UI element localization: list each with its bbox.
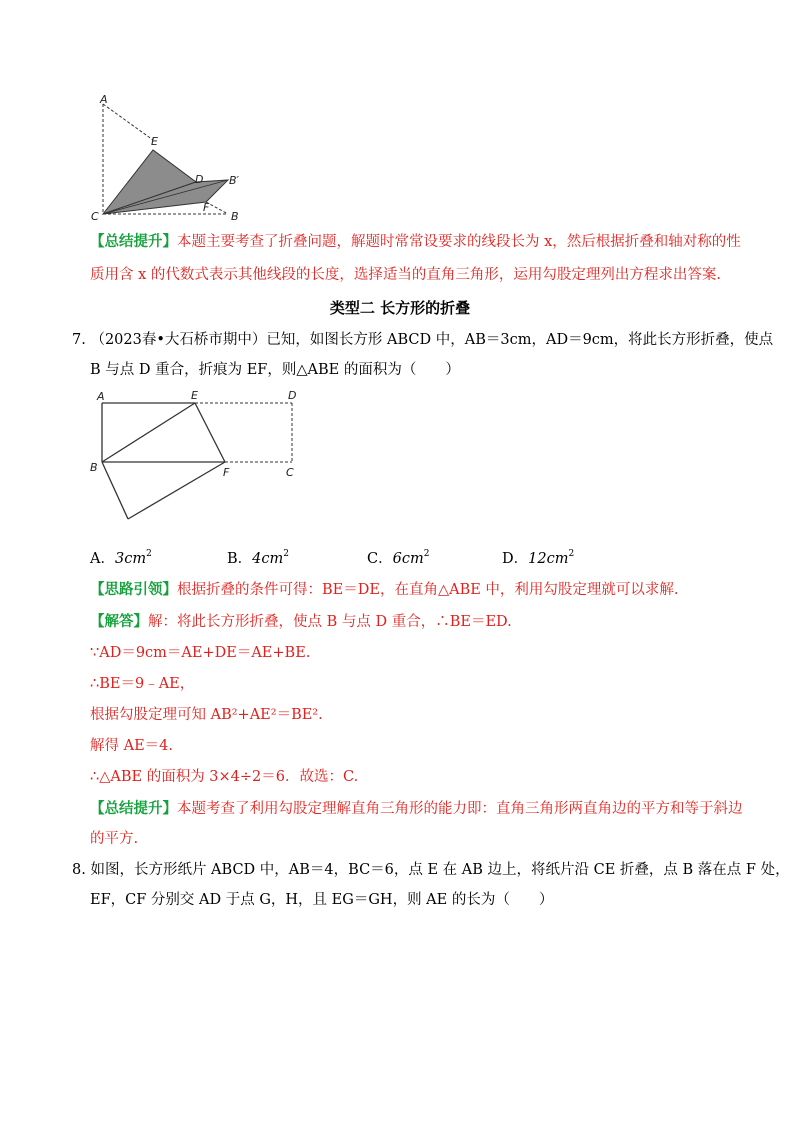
label-A: A <box>100 93 108 106</box>
choice-b-letter: B． <box>227 551 253 567</box>
label-F: F <box>223 466 230 479</box>
hint-tag: 【思路引领】 <box>90 581 177 598</box>
choice-d-value: 12cm <box>528 551 569 567</box>
section-title: 类型二 长方形的折叠 <box>329 299 471 317</box>
answer-tag: 【解答】 <box>90 613 148 630</box>
choice-a-letter: A． <box>90 551 115 567</box>
choice-c-letter: C． <box>367 551 393 567</box>
summary-2-tag: 【总结提升】 <box>90 800 177 817</box>
q7-summary-line-2: 的平方. <box>90 831 139 847</box>
choice-c-sup: 2 <box>423 549 430 560</box>
q8-number: 8. <box>72 862 86 878</box>
choice-d-letter: D． <box>502 551 529 567</box>
label-B: B <box>90 461 98 474</box>
summary-1-line-2: 质用含 x 的代数式表示其他线段的长度，选择适当的直角三角形，运用勾股定理列出方程求出答案. <box>90 267 722 283</box>
choice-a-value: 3cm <box>114 551 147 567</box>
choice-b[interactable] <box>227 549 289 569</box>
label-A: A <box>97 390 105 403</box>
q8-line-1 <box>72 860 790 880</box>
q8-text-1: 如图，长方形纸片 ABCD 中，AB＝4，BC＝6，点 E 在 AB 边上，将纸片沿 CE 折叠，点 B 落在点 F 处， <box>90 862 790 878</box>
q7-step-2: ∴BE＝9﹣AE， <box>90 676 195 692</box>
choice-d[interactable] <box>502 549 574 569</box>
figure-2-rectangle-fold <box>88 385 308 525</box>
figure-1-fold-triangle <box>88 92 258 227</box>
q7-step-3: 根据勾股定理可知 AB²+AE²＝BE². <box>90 707 323 723</box>
q7-text-1: 已知，如图长方形 ABCD 中，AB＝3cm，AD＝9cm，将此长方形折叠，使点 <box>266 332 774 348</box>
label-B-prime: B′ <box>229 174 240 187</box>
label-F: F <box>203 201 210 214</box>
q7-step-1: ∵AD＝9cm＝AE+DE＝AE+BE. <box>90 645 311 661</box>
summary-tag: 【总结提升】 <box>90 233 177 250</box>
q7-summary-line-1 <box>90 799 743 819</box>
choice-c-value: 6cm <box>392 551 424 567</box>
choice-b-value: 4cm <box>252 551 284 567</box>
q7-source: （2023春•大石桥市期中） <box>90 332 267 348</box>
label-C: C <box>91 210 99 223</box>
q7-hint <box>90 580 679 600</box>
label-B: B <box>231 210 239 223</box>
summary-text: 本题主要考查了折叠问题，解题时常常设要求的线段长为 x，然后根据折叠和轴对称的性 <box>177 234 741 250</box>
choice-b-sup: 2 <box>283 549 289 560</box>
choice-c[interactable] <box>367 549 429 569</box>
choice-a[interactable] <box>90 549 152 569</box>
q7-line-2: B 与点 D 重合，折痕为 EF，则△ABE 的面积为（ ） <box>90 362 460 378</box>
label-C: C <box>286 466 294 479</box>
hint-text: 根据折叠的条件可得：BE＝DE，在直角△ABE 中，利用勾股定理就可以求解. <box>177 582 679 598</box>
label-E: E <box>151 135 158 148</box>
label-E: E <box>191 389 198 402</box>
choice-d-sup: 2 <box>568 549 575 560</box>
q7-step-4: 解得 AE＝4. <box>90 738 173 754</box>
q7-step-5: ∴△ABE 的面积为 3×4÷2＝6．故选：C. <box>90 769 359 785</box>
q7-line-1 <box>72 330 773 350</box>
q7-answer <box>90 612 512 632</box>
label-D: D <box>288 389 297 402</box>
choice-a-sup: 2 <box>146 549 152 560</box>
q8-line-2: EF，CF 分别交 AD 于点 G，H，且 EG＝GH，则 AE 的长为（ ） <box>90 892 554 908</box>
summary-1-line-1 <box>90 232 741 252</box>
label-D: D <box>195 173 204 186</box>
summary-2-text: 本题考查了利用勾股定理解直角三角形的能力即：直角三角形两直角边的平方和等于斜边 <box>177 801 743 817</box>
q7-number: 7. <box>72 332 86 348</box>
answer-intro: 解：将此长方形折叠，使点 B 与点 D 重合，∴BE＝ED. <box>148 614 512 630</box>
